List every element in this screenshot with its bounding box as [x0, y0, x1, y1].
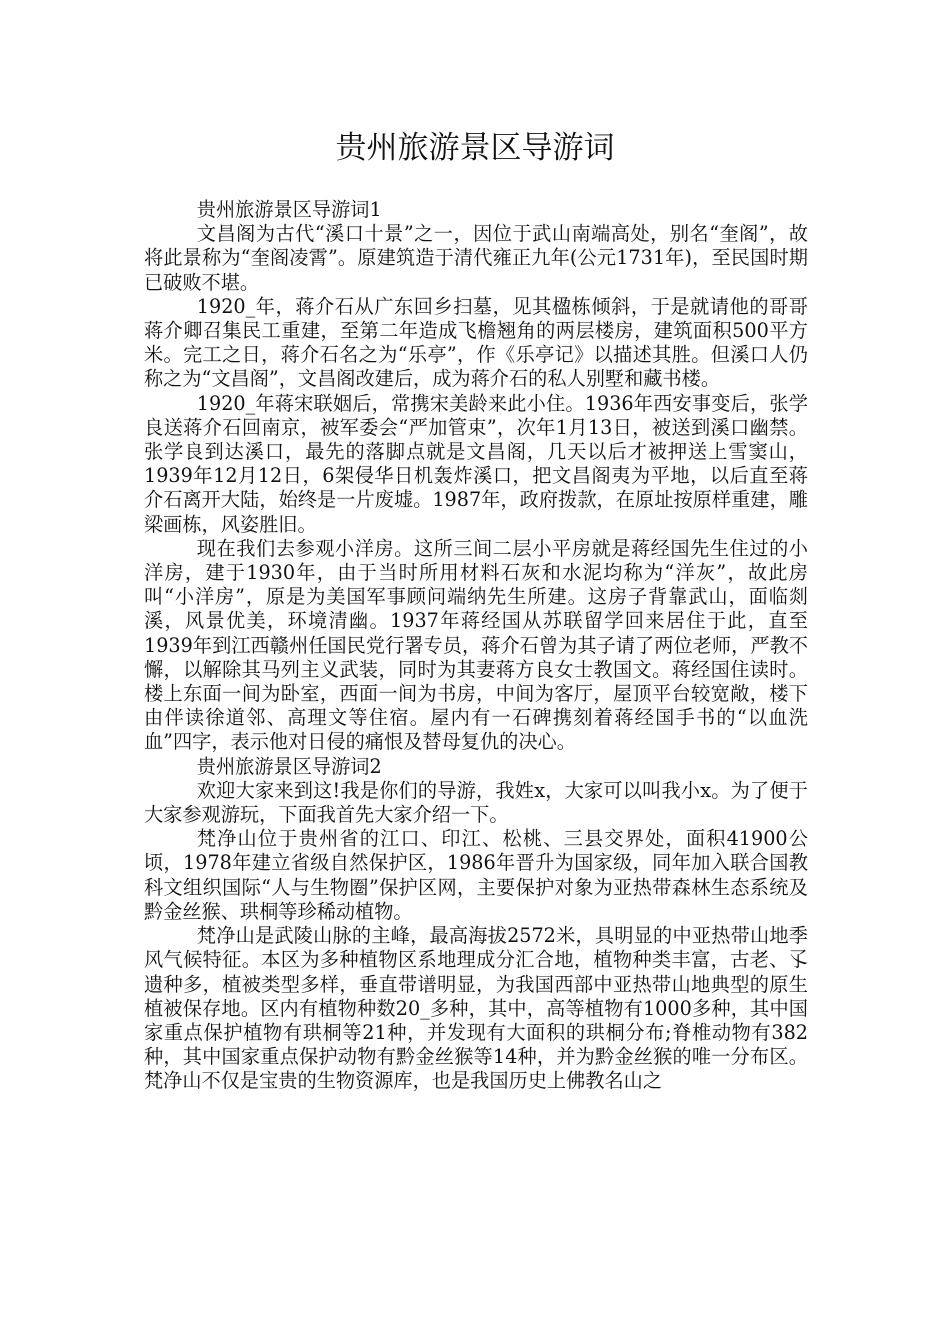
paragraph: 梵净山是武陵山脉的主峰，最高海拔2572米，具明显的中亚热带山地季风气候特征。本区为多种植物区系地理成分汇合地，植物种类丰富，古老、孓遗种多，植被类型多样，垂直带谱明显，为我国西部中亚热带山地典型的原生植被保存地。区内有植物种数20_多种，其中，高等植物有1000多种，其中国家重点保护植物有珙桐等21种，并发现有大面积的珙桐分布;脊椎动物有382种，其中国家重点保护动物有黔金丝猴等14种，并为黔金丝猴的唯一分布区。梵净山不仅是宝贵的生物资源库，也是我国历史上佛教名山之 — [144, 924, 808, 1093]
paragraph: 欢迎大家来到这!我是你们的导游，我姓x，大家可以叫我小x。为了便于大家参观游玩，下面我首先大家介绍一下。 — [144, 778, 808, 827]
page-title: 贵州旅游景区导游词 — [335, 130, 615, 166]
section-heading-2: 贵州旅游景区导游词2 — [196, 754, 382, 778]
paragraph: 1920_年蒋宋联姻后，常携宋美龄来此小住。1936年西安事变后，张学良送蒋介石回南京，被军委会“严加管束”，次年1月13日，被送到溪口幽禁。张学良到达溪口，最先的落脚点就是文昌阁，几天以后才被押送上雪窦山，1939年12月12日，6架侵华日机轰炸溪口，把文昌阁夷为平地，以后直至蒋介石离开大陆，始终是一片废墟。1987年，政府拨款，在原址按原样重建，雕梁画栋，风姿胜旧。 — [144, 391, 808, 536]
paragraph: 梵净山位于贵州省的江口、印江、松桃、三县交界处，面积41900公顷，1978年建立省级自然保护区，1986年晋升为国家级，同年加入联合国教科文组织国际“人与生物圈”保护区网，主要保护对象为亚热带森林生态系统及黔金丝猴、珙桐等珍稀动植物。 — [144, 827, 808, 923]
section-heading-1: 贵州旅游景区导游词1 — [196, 198, 382, 221]
document-body — [144, 198, 808, 1094]
paragraph: 1920_年，蒋介石从广东回乡扫墓，见其楹栋倾斜，于是就请他的哥哥蒋介卿召集民工重建，至第二年造成飞檐翘角的两层楼房，建筑面积500平方米。完工之日，蒋介石名之为“乐亭”，作《乐亭记》以描述其胜。但溪口人仍称之为“文昌阁”，文昌阁改建后，成为蒋介石的私人别墅和藏书楼。 — [144, 294, 808, 391]
paragraph: 文昌阁为古代“溪口十景”之一，因位于武山南端高处，别名“奎阁”，故将此景称为“奎阁凌霄”。原建筑造于清代雍正九年(公元1731年)，至民国时期已破败不堪。 — [144, 222, 808, 294]
paragraph: 现在我们去参观小洋房。这所三间二层小平房就是蒋经国先生住过的小洋房，建于1930年，由于当时所用材料石灰和水泥均称为“洋灰”，故此房叫“小洋房”，原是为美国军事顾问端纳先生所建。这房子背靠武山，面临剡溪，风景优美，环境清幽。1937年蒋经国从苏联留学回来居住于此，直至1939年到江西赣州任国民党行署专员，蒋介石曾为其子请了两位老师，严教不懈，以解除其马列主义武装，同时为其妻蒋方良女士教国文。蒋经国住读时。楼上东面一间为卧室，西面一间为书房，中间为客厅，屋顶平台较宽敞，楼下由伴读徐道邻、高理文等住宿。屋内有一石碑携刻着蒋经国手书的“以血洗血”四字，表示他对日侵的痛恨及替母复仇的决心。 — [144, 536, 808, 754]
